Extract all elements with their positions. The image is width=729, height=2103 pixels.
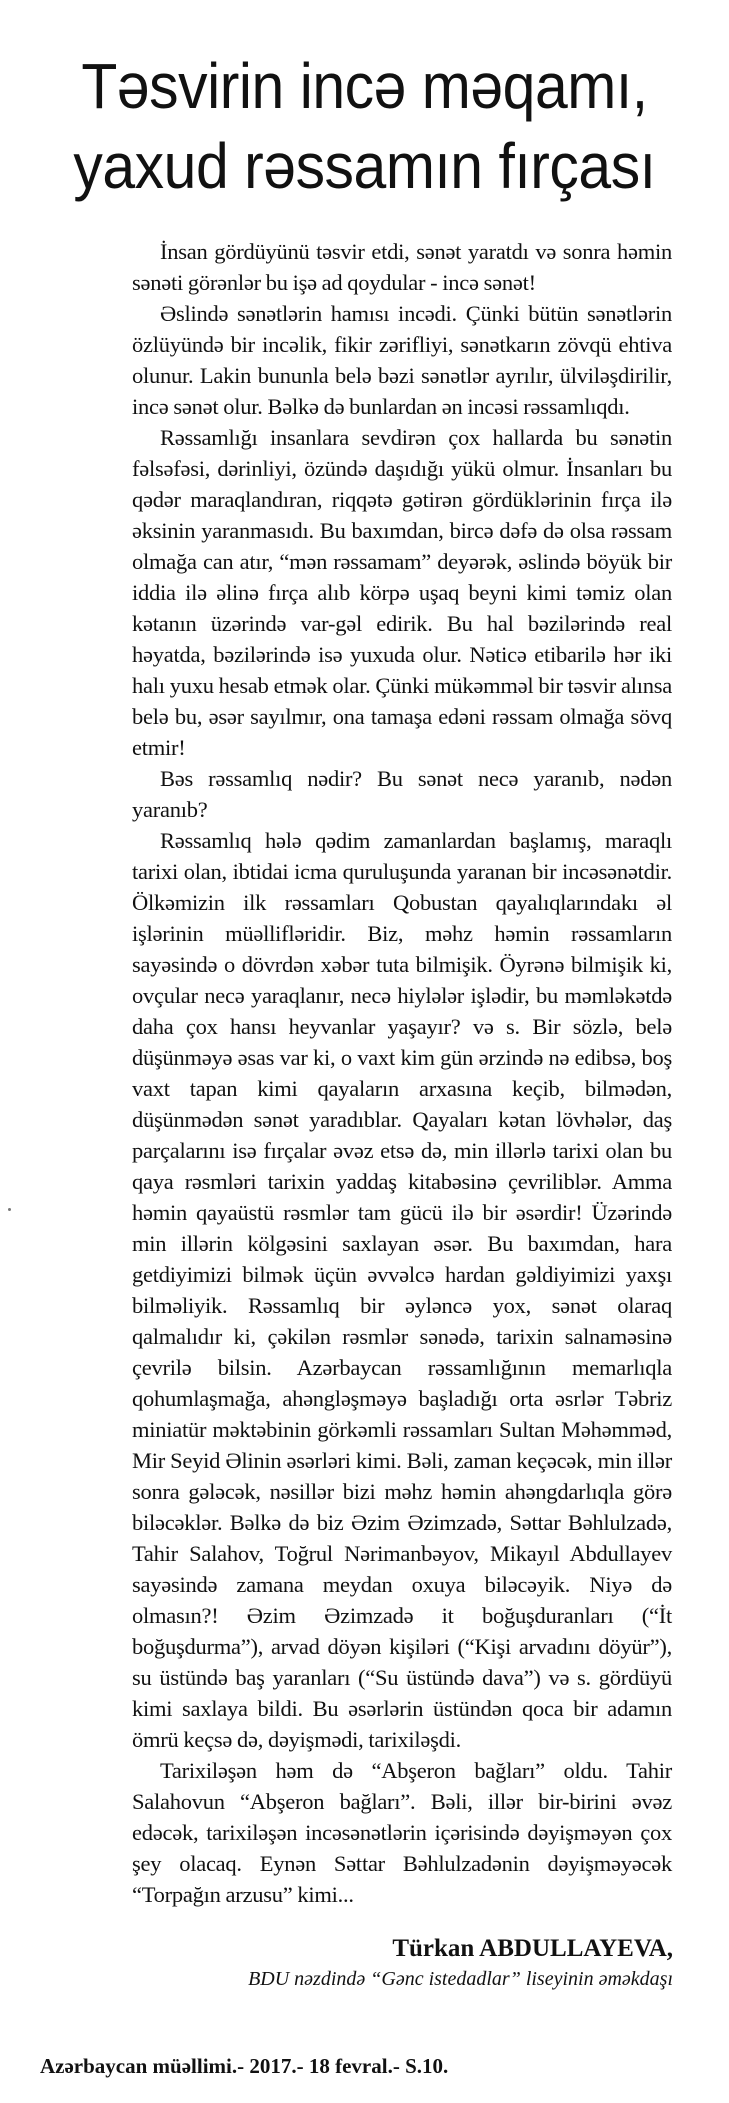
author-role: BDU nəzdində “Gənc istedadlar” liseyinin əməkdaşı [248, 1968, 673, 1990]
paragraph-arts: Əslində sənətlərin hamısı incədi. Çünki bütün sənətlərin özlüyündə bir incəlik, fikir zərifliyi, sənətkarın zövqü ehtiva olunur. Lakin bununla belə bəzi sənətlər ayrılır, ülviləşdirilir, incə sənət olur. Bəlkə də bunlardan ən incəsi rəssamlıqdı. [132, 301, 672, 419]
paragraph-closing: Tarixiləşən həm də “Abşeron bağları” oldu. Tahir Salahovun “Abşeron bağları”. Bəli, illər bir-birini əvəz edəcək, tarixiləşən incəsənətlərin içərisində dəyişməyən çox şey olacaq. Eynən Səttar Bəhlulzadənin dəyişməyəcək “Torpağın arzusu” kimi... [132, 1758, 672, 1907]
paragraph-question: Bəs rəssamlıq nədir? Bu sənət necə yaranıb, nədən yaranıb? [132, 766, 672, 822]
headline-line-2: yaxud rəssamın fırçası [73, 130, 656, 202]
paragraph-painting: Rəssamlığı insanlara sevdirən çox hallarda bu sənətin fəlsəfəsi, dərinliyi, özündə daşıdığı yükü olmur. İnsanları bu qədər maraqlandıran, riqqətə gətirən gördüklərinin fırça ilə əksinin yaranmasıdı. Bu baxımdan, bircə dəfə də olsa rəssam olmağa can atır, “mən rəssamam” deyərək, əslində böyük bir iddia ilə əlinə fırça alıb körpə uşaq beyni kimi təmiz olan kətanın üzərində var-gəl edirik. Bu hal bəzilərində real həyatda, bəzilərində isə yuxuda olur. Nəticə etibarilə hər iki halı yuxu hesab etmək olar. Çünki mükəmməl bir təsvir alınsa belə bu, əsər sayılmır, ona tamaşa edəni rəssam olmağa sövq etmir! [132, 425, 672, 760]
headline-line-1: Təsvirin incə məqamı, [81, 50, 648, 122]
author-name: Türkan ABDULLAYEVA, [392, 1935, 673, 1962]
paragraph-history: Rəssamlıq hələ qədim zamanlardan başlamış, maraqlı tarixi olan, ibtidai icma quruluşunda yaranan bir incəsənətdir. Ölkəmizin ilk rəssamları Qobustan qayalıqlarındakı əl işlərinin müəllifləridir. Biz, məhz həmin rəssamların sayəsində o dövrdən xəbər tuta bilmişik. Öyrənə bilmişik ki, ovçular necə yaraqlanır, necə hiylələr işlədir, bu məmləkətdə daha çox hansı heyvanlar yaşayır? və s. Bir sözlə, belə düşünməyə əsas var ki, o vaxt kim gün ərzində nə edibsə, boş vaxt tapan kimi qayaların arxasına keçib, bilmədən, düşünmədən sənət yaradıblar. Qayaları kətan lövhələr, daş parçalarını isə fırçalar əvəz etsə də, min illərlə tarixi olan bu qaya rəsmləri tarixin yaddaş kitabəsinə çevriliblər. Amma həmin qayaüstü rəsmlər tam gücü ilə bir əsərdir! Üzərində min illərin kölgəsini saxlayan əsər. Bu baxımdan, hara getdiyimizi bilmək üçün əvvəlcə hardan gəldiyimizi yaxşı bilməliyik. Rəssamlıq bir əyləncə yox, sənət olaraq qalmalıdır ki, çəkilən rəsmlər sənədə, tarixin salnaməsinə çevrilə bilsin. Azərbaycan rəssamlığının memarlıqla qohumlaşmağa, ahəngləşməyə başladığı orta əsrlər Təbriz miniatür məktəbinin görkəmli rəssamları Sultan Məhəmməd, Mir Seyid Əlinin əsərləri kimi. Bəli, zaman keçəcək, min illər sonra gələcək, nəsillər bizi məhz həmin ahəngdarlıqla görə biləcəklər. Bəlkə də biz Əzim Əzimzadə, Səttar Bəhlulzadə, Tahir Salahov, Toğrul Nərimanbəyov, Mikayıl Abdullayev sayəsində zamana meydan oxuya biləcəyik. Niyə də olmasın?! Əzim Əzimzadə it boğuşduranları (“İt boğuşdurma”), arvad döyən kişiləri (“Kişi arvadını döyür”), su üstündə baş yaranları (“Su üstündə dava”) və s. gördüyü kimi saxlaya bildi. Bu əsərlərin üstündən qoca bir adamın ömrü keçsə də, dəyişmədi, tarixiləşdi. [132, 828, 672, 1752]
author-signature [248, 1933, 673, 1993]
scan-speck [8, 1208, 11, 1211]
paragraph-intro: İnsan gördüyünü təsvir etdi, sənət yaratdı və sonra həmin sənəti görənlər bu işə ad qoydular - incə sənət! [132, 239, 672, 295]
source-citation: Azərbaycan müəllimi.- 2017.- 18 fevral.- S.10. [40, 2054, 449, 2078]
article-body [132, 236, 672, 1910]
article-headline [57, 46, 672, 206]
